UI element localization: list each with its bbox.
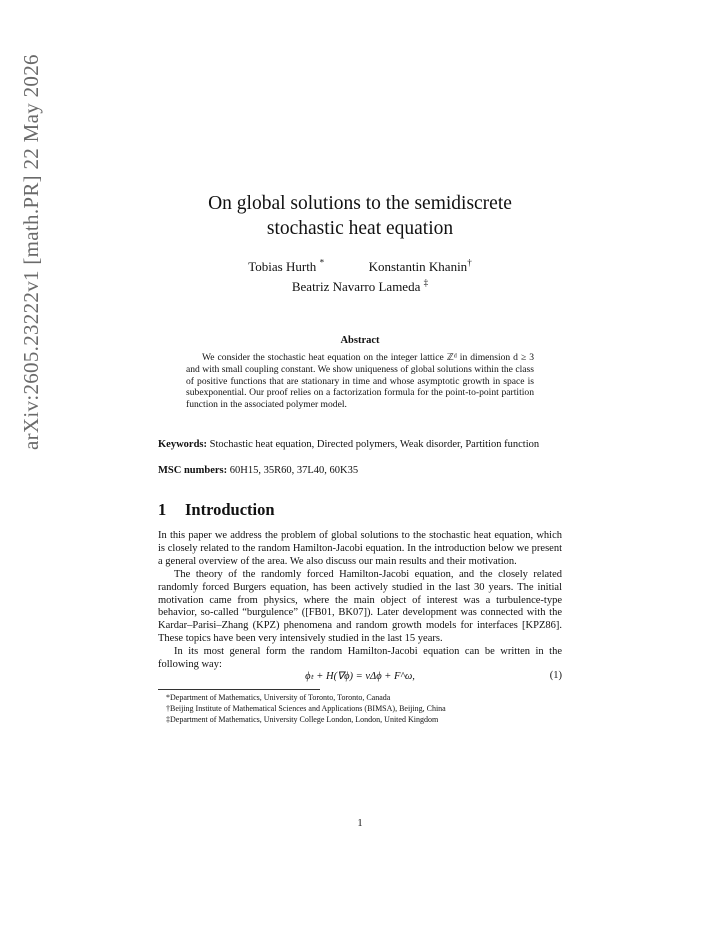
keywords-text: Stochastic heat equation, Directed polymers, Weak disorder, Partition function bbox=[209, 439, 540, 450]
msc-text: 60H15, 35R60, 37L40, 60K35 bbox=[229, 465, 359, 476]
author-name: Beatriz Navarro Lameda bbox=[291, 279, 421, 294]
arxiv-side-stamp: arXiv:2605.23222v1 [math.PR] 22 May 2026 bbox=[19, 54, 43, 450]
msc-numbers bbox=[158, 465, 358, 476]
keywords-label: Keywords: bbox=[158, 439, 207, 450]
msc-label: MSC numbers: bbox=[158, 465, 228, 476]
footnote: *Department of Mathematics, University of Toronto, Toronto, Canada bbox=[166, 693, 391, 702]
author-row-2 bbox=[160, 277, 560, 297]
abstract-heading: Abstract bbox=[340, 335, 380, 346]
abstract-text: We consider the stochastic heat equation on the integer lattice ℤᵈ in dimension d ≥ 3 and with small coupling constant. We show uniqueness of global solutions within the class of positive functions that are stationary in time and whose asymptotic growth in space is subexponential. Our proof relies on a factorization formula for the point-to-point partition function in the associated polymer model. bbox=[186, 352, 534, 411]
author-mark: ‡ bbox=[423, 277, 429, 288]
footnotes bbox=[166, 692, 446, 725]
section-body bbox=[158, 530, 562, 672]
keywords bbox=[158, 438, 562, 451]
author-block bbox=[160, 257, 560, 297]
author-name: Konstantin Khanin bbox=[368, 259, 468, 274]
paragraph: In its most general form the random Hamilton-Jacobi equation can be written in the following way: bbox=[158, 646, 562, 671]
equation-body: ϕₜ + H(∇ϕ) = νΔϕ + F^ω, bbox=[305, 671, 415, 682]
footnote: †Beijing Institute of Mathematical Sciences and Applications (BIMSA), Beijing, China bbox=[166, 704, 446, 713]
paragraph: The theory of the randomly forced Hamilton-Jacobi equation, and the closely related randomly forced Burgers equation, has been actively studied in the last 30 years. The initial motivation came from physics, where the main object of interest was a turbulence-type behavior, so-called “burgulence” ([FB01, BK07]). Later development was connected with the Kardar–Parisi–Zhang (KPZ) phenomena and random growth models for interfaces [KPZ86]. These topics have been very intensively studied in the last 15 years. bbox=[158, 568, 562, 645]
author-mark: * bbox=[319, 257, 325, 268]
section-heading bbox=[158, 500, 275, 520]
author-mark: † bbox=[467, 257, 472, 268]
title-line-2: stochastic heat equation bbox=[266, 218, 454, 239]
section-number: 1 bbox=[158, 500, 167, 519]
footnote-rule bbox=[158, 689, 320, 690]
paper-title bbox=[160, 191, 560, 241]
footnote: ‡Department of Mathematics, University College London, London, United Kingdom bbox=[166, 715, 439, 724]
equation-number: (1) bbox=[549, 670, 562, 681]
title-line-1: On global solutions to the semidiscrete bbox=[208, 193, 512, 214]
section-title: Introduction bbox=[185, 500, 275, 519]
author-name: Tobias Hurth bbox=[248, 259, 317, 274]
page-number: 1 bbox=[357, 818, 363, 829]
author-row-1 bbox=[160, 257, 560, 277]
paragraph: In this paper we address the problem of global solutions to the stochastic heat equation, which is closely related to the random Hamilton-Jacobi equation. In the introduction below we present a general overview of the area. We also discuss our main results and their motivation. bbox=[158, 530, 562, 567]
